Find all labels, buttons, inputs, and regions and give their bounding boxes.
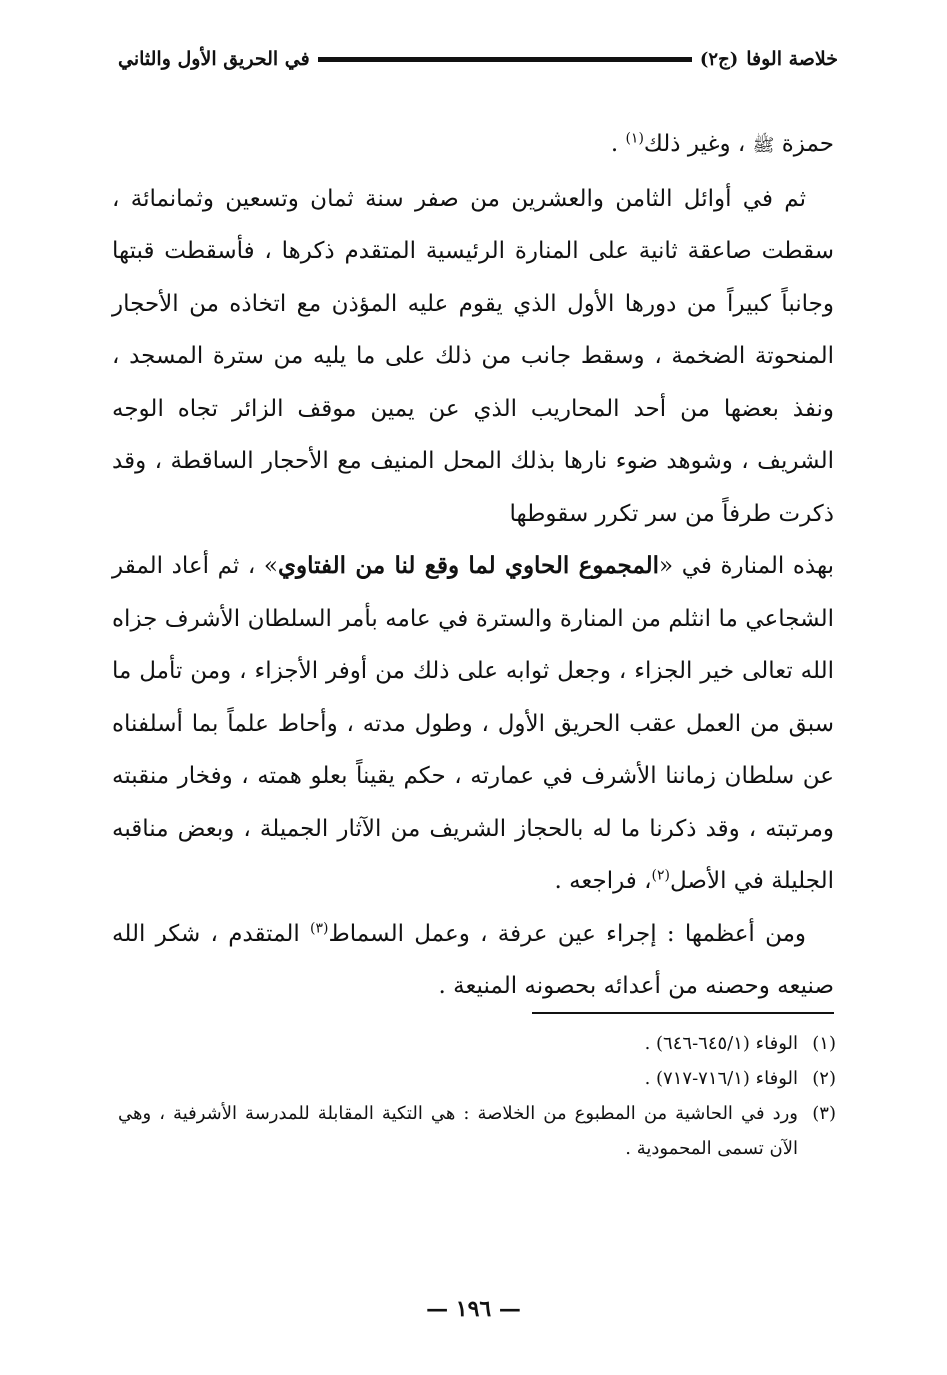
- footnote-1: [118, 1026, 836, 1061]
- footnote-ref-3: (٣): [310, 919, 329, 936]
- running-header: [118, 38, 838, 80]
- footnote-number: (٣): [812, 1103, 836, 1124]
- footnote-text: الوفاء (٧١٦/١-٧١٧) .: [644, 1068, 798, 1089]
- paragraph-4: [112, 908, 834, 1013]
- header-rule: [318, 57, 692, 62]
- footnotes: [118, 1026, 836, 1166]
- p1-text-a: حمزة: [781, 131, 834, 157]
- header-book-title: خلاصة الوفا: [746, 48, 838, 70]
- paragraph-3: [112, 540, 834, 908]
- p1-text-b: ، وغير ذلك: [643, 131, 746, 157]
- footnote-text: الوفاء (٦٤٥/١-٦٤٦) .: [644, 1033, 798, 1054]
- footnote-text: ورد في الحاشية من المطبوع من الخلاصة : هي التكية المقابلة للمدرسة الأشرفية ، وهي الآن تسمى المحمودية .: [118, 1103, 798, 1159]
- footnote-number: (٢): [812, 1068, 836, 1089]
- p3-text-a: بهذه المنارة في «: [659, 553, 834, 579]
- p1-text-c: .: [610, 131, 626, 157]
- footnote-3: [118, 1096, 836, 1166]
- p4-text-b: المتقدم ، شكر الله صنيعه وحصنه من أعدائه بحصونه المنيعة .: [112, 920, 834, 999]
- p3-text-b: » ، ثم أعاد المقر الشجاعي ما انثلم من المنارة والسترة في عامه بأمر السلطان الأشرف جزاه الله تعالى خير الجزاء ، وجعل ثوابه على ذلك من أوفر الأجزاء ، ومن تأمل ما سبق من العمل عقب الحريق الأول ، وطول مدته ، وأحاط علماً بما أسلفناه عن سلطان زماننا الأشرف في عمارته ، حكم يقيناً بعلو همته ، وفخار منقبته ومرتبته ، وقد ذكرنا ما له بالحجاز الشريف من الآثار الجميلة ، وبعض مناقبه الجليلة في الأصل: [112, 553, 834, 894]
- cited-book-title: المجموع الحاوي لما وقع لنا من الفتاوي: [277, 552, 660, 579]
- main-text: [112, 118, 834, 1013]
- paragraph-2: ثم في أوائل الثامن والعشرين من صفر سنة ثمان وتسعين وثمانمائة ، سقطت صاعقة ثانية على المنارة الرئيسية المتقدم ذكرها ، فأسقطت قبتها وجانباً كبيراً من دورها الأول الذي يقوم عليه المؤذن مع اتخاذه من الأحجار المنحوتة الضخمة ، وسقط جانب من ذلك على ما يليه من سترة المسجد ، ونفذ بعضها من أحد المحاريب الذي عن يمين موقف الزائر تجاه الوجه الشريف ، وشوهد ضوء نارها بذلك المحل المنيف مع الأحجار الساقطة ، وقد ذكرت طرفاً من سر تكرر سقوطها: [112, 185, 834, 527]
- footnote-ref-1: (١): [625, 130, 644, 147]
- footnote-ref-2: (٢): [651, 867, 670, 884]
- p3-text-c: ، فراجعه .: [554, 868, 652, 894]
- page-number: — ١٩٦ —: [426, 1296, 521, 1322]
- p4-text-a: ومن أعظمها : إجراء عين عرفة ، وعمل السماط: [328, 920, 807, 947]
- header-section-title: في الحريق الأول والثاني: [118, 48, 310, 70]
- footnote-2: [118, 1061, 836, 1096]
- honorific-glyph: ﷺ: [752, 135, 775, 156]
- paragraph-1: [112, 118, 834, 173]
- header-volume: (ج٢): [699, 48, 739, 70]
- footnote-separator: [532, 1012, 834, 1014]
- footnote-number: (١): [812, 1033, 836, 1054]
